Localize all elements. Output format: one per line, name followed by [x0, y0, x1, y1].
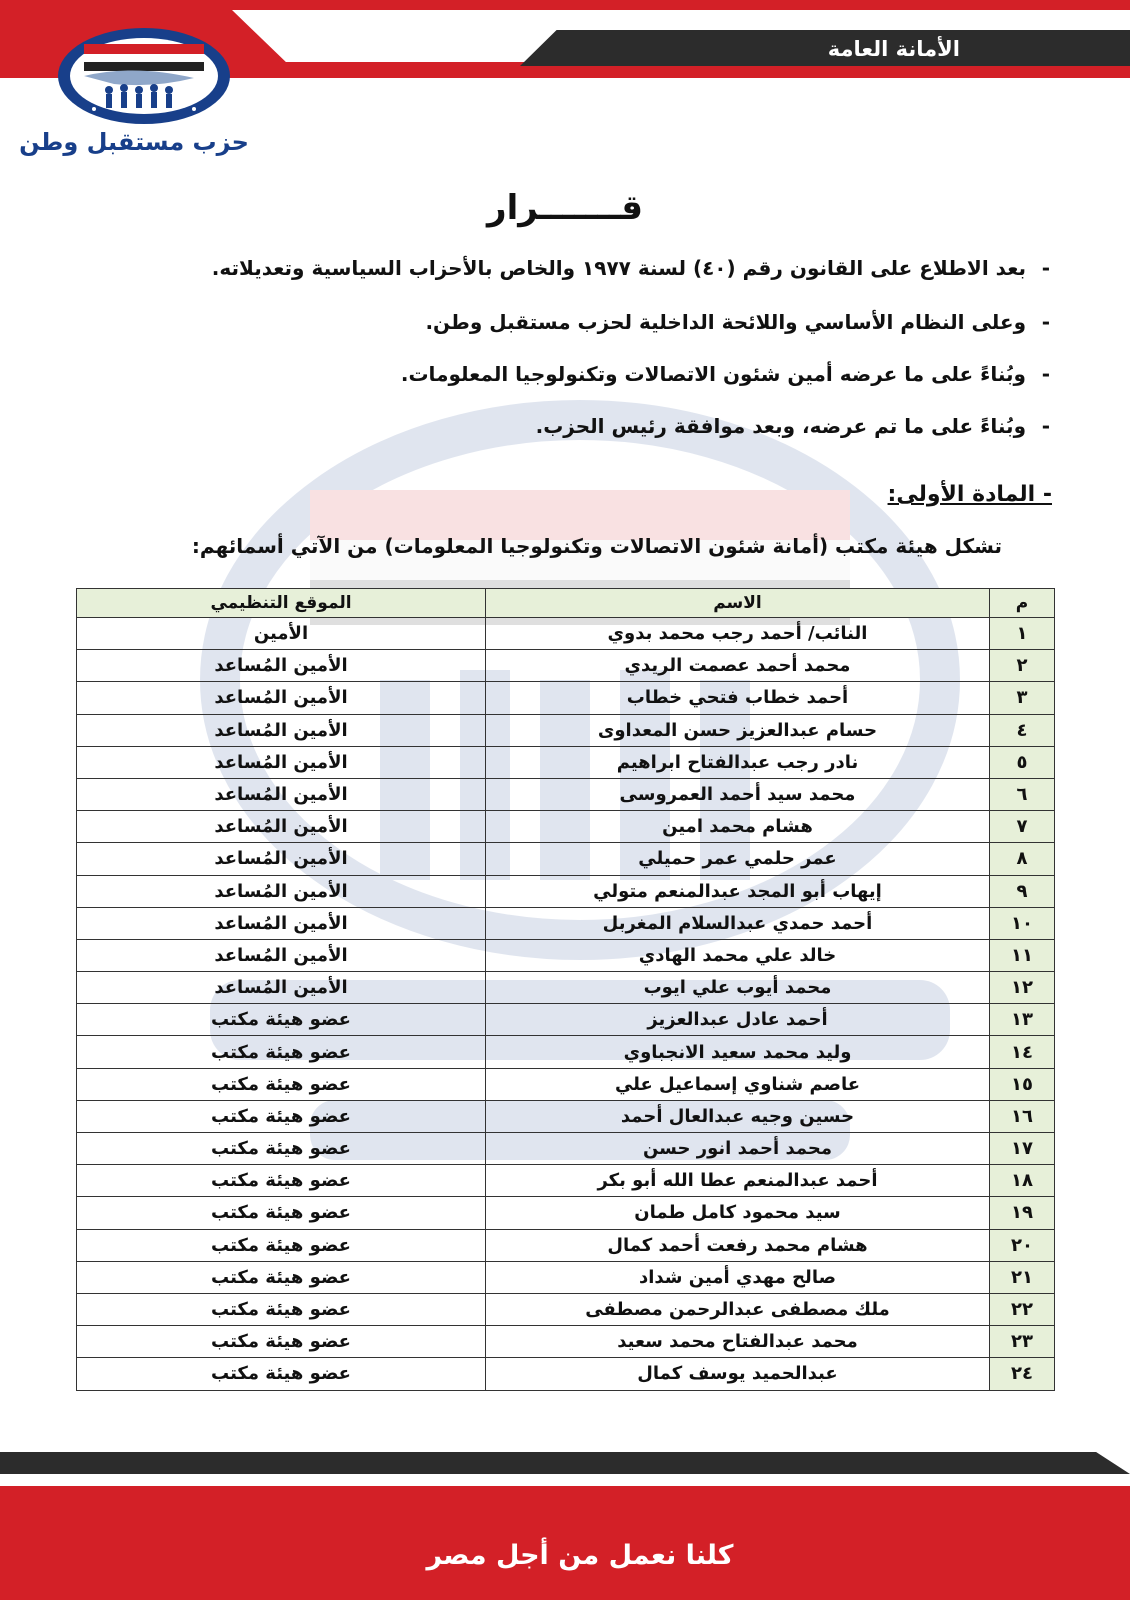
row-index: ١٢	[990, 972, 1055, 1004]
row-position: الأمين المُساعد	[77, 972, 486, 1004]
table-row	[77, 1004, 1055, 1036]
row-index: ٧	[990, 811, 1055, 843]
row-position: عضو هيئة مكتب	[77, 1197, 486, 1229]
table-row	[77, 1133, 1055, 1165]
clause-dash: -	[1041, 256, 1050, 280]
row-index: ٣	[990, 682, 1055, 714]
table-row	[77, 1326, 1055, 1358]
row-index: ٢٤	[990, 1358, 1055, 1390]
table-row	[77, 843, 1055, 875]
clause-dash: -	[1041, 310, 1050, 334]
clause-text: وبُناءً على ما عرضه أمين شئون الاتصالات وتكنولوجيا المعلومات.	[400, 362, 1026, 386]
header-title: الأمانة العامة	[827, 37, 960, 61]
row-position: عضو هيئة مكتب	[77, 1358, 486, 1390]
row-name: هشام محمد امين	[486, 811, 990, 843]
row-name: أحمد عادل عبدالعزيز	[486, 1004, 990, 1036]
row-position: الأمين المُساعد	[77, 907, 486, 939]
table-row	[77, 1358, 1055, 1390]
table-row	[77, 811, 1055, 843]
row-name: إيهاب أبو المجد عبدالمنعم متولي	[486, 875, 990, 907]
row-name: صالح مهدي أمين شداد	[486, 1261, 990, 1293]
clause-2	[425, 310, 1050, 334]
row-name: عاصم شناوي إسماعيل علي	[486, 1068, 990, 1100]
row-index: ١١	[990, 939, 1055, 971]
row-index: ٢١	[990, 1261, 1055, 1293]
table-row	[77, 1229, 1055, 1261]
row-name: سيد محمود كامل طمان	[486, 1197, 990, 1229]
row-index: ٩	[990, 875, 1055, 907]
row-name: أحمد عبدالمنعم عطا الله أبو بكر	[486, 1165, 990, 1197]
row-name: ملك مصطفى عبدالرحمن مصطفى	[486, 1293, 990, 1325]
table-row	[77, 972, 1055, 1004]
row-name: حسام عبدالعزيز حسن المعداوى	[486, 714, 990, 746]
row-position: عضو هيئة مكتب	[77, 1261, 486, 1293]
row-index: ١٩	[990, 1197, 1055, 1229]
table-row	[77, 1165, 1055, 1197]
row-position: عضو هيئة مكتب	[77, 1293, 486, 1325]
row-name: محمد أيوب علي ايوب	[486, 972, 990, 1004]
row-index: ٢	[990, 650, 1055, 682]
row-position: عضو هيئة مكتب	[77, 1326, 486, 1358]
members-table	[76, 588, 1055, 1391]
row-index: ١٨	[990, 1165, 1055, 1197]
table-row	[77, 1068, 1055, 1100]
row-position: الأمين المُساعد	[77, 682, 486, 714]
decision-title: قـــــــرار	[487, 188, 643, 228]
row-index: ١٧	[990, 1133, 1055, 1165]
row-position: الأمين	[77, 618, 486, 650]
row-name: نادر رجب عبدالفتاح ابراهيم	[486, 746, 990, 778]
row-position: عضو هيئة مكتب	[77, 1004, 486, 1036]
table-row	[77, 682, 1055, 714]
row-index: ١٦	[990, 1100, 1055, 1132]
row-position: الأمين المُساعد	[77, 939, 486, 971]
table-body	[77, 618, 1055, 1391]
row-name: حسين وجيه عبدالعال أحمد	[486, 1100, 990, 1132]
row-name: عبدالحميد يوسف كمال	[486, 1358, 990, 1390]
header-index: م	[990, 589, 1055, 618]
row-index: ٢٣	[990, 1326, 1055, 1358]
row-position: عضو هيئة مكتب	[77, 1100, 486, 1132]
article-intro: تشكل هيئة مكتب (أمانة شئون الاتصالات وتكنولوجيا المعلومات) من الآتي أسمائهم:	[191, 534, 1002, 558]
row-position: عضو هيئة مكتب	[77, 1068, 486, 1100]
table-row	[77, 1261, 1055, 1293]
row-index: ١٥	[990, 1068, 1055, 1100]
row-position: عضو هيئة مكتب	[77, 1165, 486, 1197]
clause-text: وبُناءً على ما تم عرضه، وبعد موافقة رئيس الحزب.	[535, 414, 1026, 438]
table-row	[77, 1293, 1055, 1325]
row-position: الأمين المُساعد	[77, 875, 486, 907]
row-position: الأمين المُساعد	[77, 746, 486, 778]
row-index: ٨	[990, 843, 1055, 875]
table-row	[77, 746, 1055, 778]
row-position: الأمين المُساعد	[77, 714, 486, 746]
footer-dark-strip	[0, 1452, 1130, 1474]
footer-slogan: كلنا نعمل من أجل مصر	[426, 1540, 734, 1571]
row-position: عضو هيئة مكتب	[77, 1229, 486, 1261]
table-row	[77, 1100, 1055, 1132]
row-index: ٥	[990, 746, 1055, 778]
table-row	[77, 618, 1055, 650]
row-position: الأمين المُساعد	[77, 811, 486, 843]
row-name: أحمد خطاب فتحي خطاب	[486, 682, 990, 714]
row-name: محمد أحمد انور حسن	[486, 1133, 990, 1165]
row-position: الأمين المُساعد	[77, 843, 486, 875]
members-table-container	[76, 588, 1054, 1391]
clause-text: بعد الاطلاع على القانون رقم (٤٠) لسنة ١٩٧٧ والخاص بالأحزاب السياسية وتعديلاته.	[211, 256, 1026, 280]
table-row	[77, 1197, 1055, 1229]
table-row	[77, 875, 1055, 907]
row-position: الأمين المُساعد	[77, 778, 486, 810]
clause-dash: -	[1041, 362, 1050, 386]
row-name: خالد علي محمد الهادي	[486, 939, 990, 971]
clause-4	[536, 414, 1050, 438]
row-name: أحمد حمدي عبدالسلام المغربل	[486, 907, 990, 939]
row-name: عمر حلمي عمر حميلي	[486, 843, 990, 875]
table-header-row	[77, 589, 1055, 618]
clause-1	[212, 256, 1050, 280]
row-position: عضو هيئة مكتب	[77, 1036, 486, 1068]
row-name: محمد سيد أحمد العمروسى	[486, 778, 990, 810]
row-name: هشام محمد رفعت أحمد كمال	[486, 1229, 990, 1261]
row-name: محمد عبدالفتاح محمد سعيد	[486, 1326, 990, 1358]
row-name: وليد محمد سعيد الانجباوي	[486, 1036, 990, 1068]
logo-text: حزب مستقبل وطن	[19, 128, 249, 156]
row-name: محمد أحمد عصمت الريدي	[486, 650, 990, 682]
row-position: الأمين المُساعد	[77, 650, 486, 682]
header-name: الاسم	[486, 589, 990, 618]
table-row	[77, 1036, 1055, 1068]
row-position: عضو هيئة مكتب	[77, 1133, 486, 1165]
row-name: النائب/ أحمد رجب محمد بدوي	[486, 618, 990, 650]
row-index: ٤	[990, 714, 1055, 746]
row-index: ١٣	[990, 1004, 1055, 1036]
article-heading: - المادة الأولى:	[887, 482, 1052, 507]
header-position: الموقع التنظيمي	[77, 589, 486, 618]
table-row	[77, 778, 1055, 810]
row-index: ١٤	[990, 1036, 1055, 1068]
header-dark-strip	[520, 30, 1130, 66]
table-row	[77, 939, 1055, 971]
table-row	[77, 907, 1055, 939]
row-index: ٢٠	[990, 1229, 1055, 1261]
row-index: ١	[990, 618, 1055, 650]
row-index: ٢٢	[990, 1293, 1055, 1325]
clause-dash: -	[1041, 414, 1050, 438]
table-row	[77, 714, 1055, 746]
row-index: ١٠	[990, 907, 1055, 939]
table-row	[77, 650, 1055, 682]
row-index: ٦	[990, 778, 1055, 810]
clause-3	[401, 362, 1050, 386]
clause-text: وعلى النظام الأساسي واللائحة الداخلية لحزب مستقبل وطن.	[425, 310, 1026, 334]
